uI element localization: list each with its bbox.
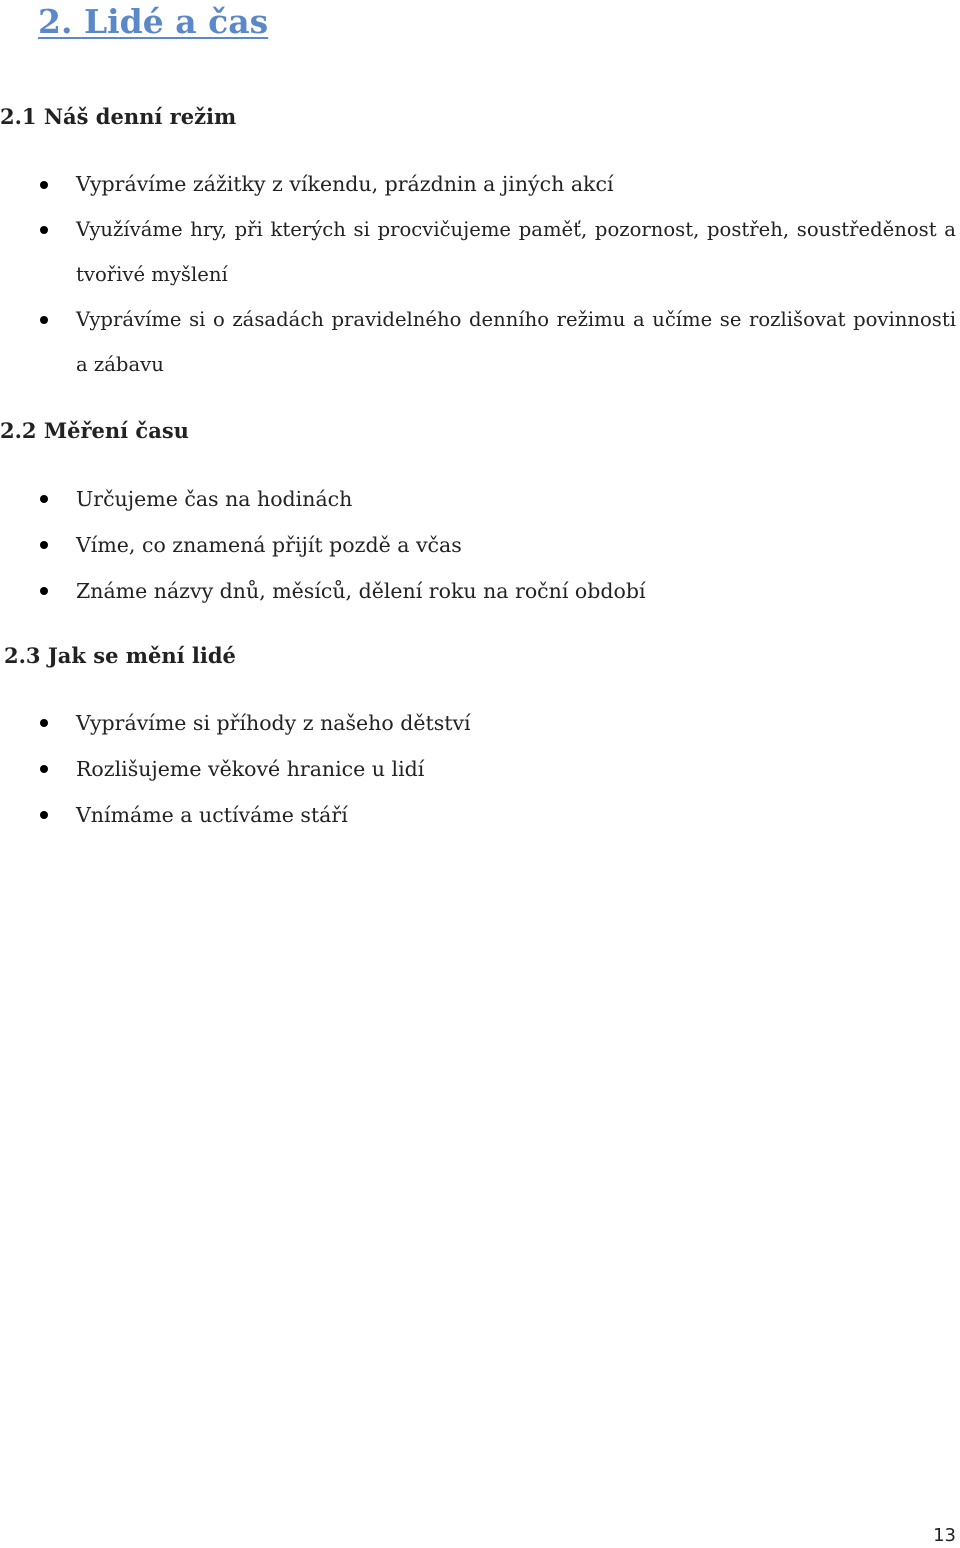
list-item [0, 297, 956, 387]
page-number: 13 [933, 1525, 956, 1546]
list-item [0, 700, 956, 746]
list-item [0, 522, 956, 568]
list-item [0, 568, 956, 614]
bullet-list-2-1 [0, 162, 956, 387]
list-item [0, 476, 956, 522]
list-item-text: Víme, co znamená přijít pozdě a včas [76, 533, 462, 557]
list-item-text: Vyprávíme si o zásadách pravidelného denního režimu a učíme se rozlišovat povinnosti a zábavu [76, 308, 956, 376]
bullet-icon [40, 316, 48, 324]
list-item-text: Známe názvy dnů, měsíců, dělení roku na roční období [76, 579, 646, 603]
bullet-icon [40, 811, 48, 819]
list-item [0, 792, 956, 838]
bullet-icon [40, 226, 48, 234]
list-item-text: Vyprávíme si příhody z našeho dětství [76, 711, 471, 735]
section-heading-2-2: 2.2 Měření času [0, 418, 189, 443]
list-item [0, 746, 956, 792]
list-item [0, 162, 956, 207]
list-item-text: Určujeme čas na hodinách [76, 487, 353, 511]
bullet-icon [40, 765, 48, 773]
bullet-icon [40, 495, 48, 503]
list-item-text: Využíváme hry, při kterých si procvičujeme paměť, pozornost, postřeh, soustředěnost a tvořivé myšlení [76, 218, 956, 286]
section-heading-2-1: 2.1 Náš denní režim [0, 104, 237, 129]
bullet-icon [40, 587, 48, 595]
list-item [0, 207, 956, 297]
chapter-title: 2. Lidé a čas [38, 2, 269, 41]
bullet-list-2-3 [0, 700, 956, 838]
list-item-text: Vnímáme a uctíváme stáří [76, 803, 348, 827]
list-item-text: Vyprávíme zážitky z víkendu, prázdnin a jiných akcí [76, 172, 614, 196]
list-item-text: Rozlišujeme věkové hranice u lidí [76, 757, 425, 781]
bullet-icon [40, 541, 48, 549]
bullet-icon [40, 719, 48, 727]
section-heading-2-3: 2.3 Jak se mění lidé [4, 643, 236, 668]
bullet-icon [40, 181, 48, 189]
bullet-list-2-2 [0, 476, 956, 614]
